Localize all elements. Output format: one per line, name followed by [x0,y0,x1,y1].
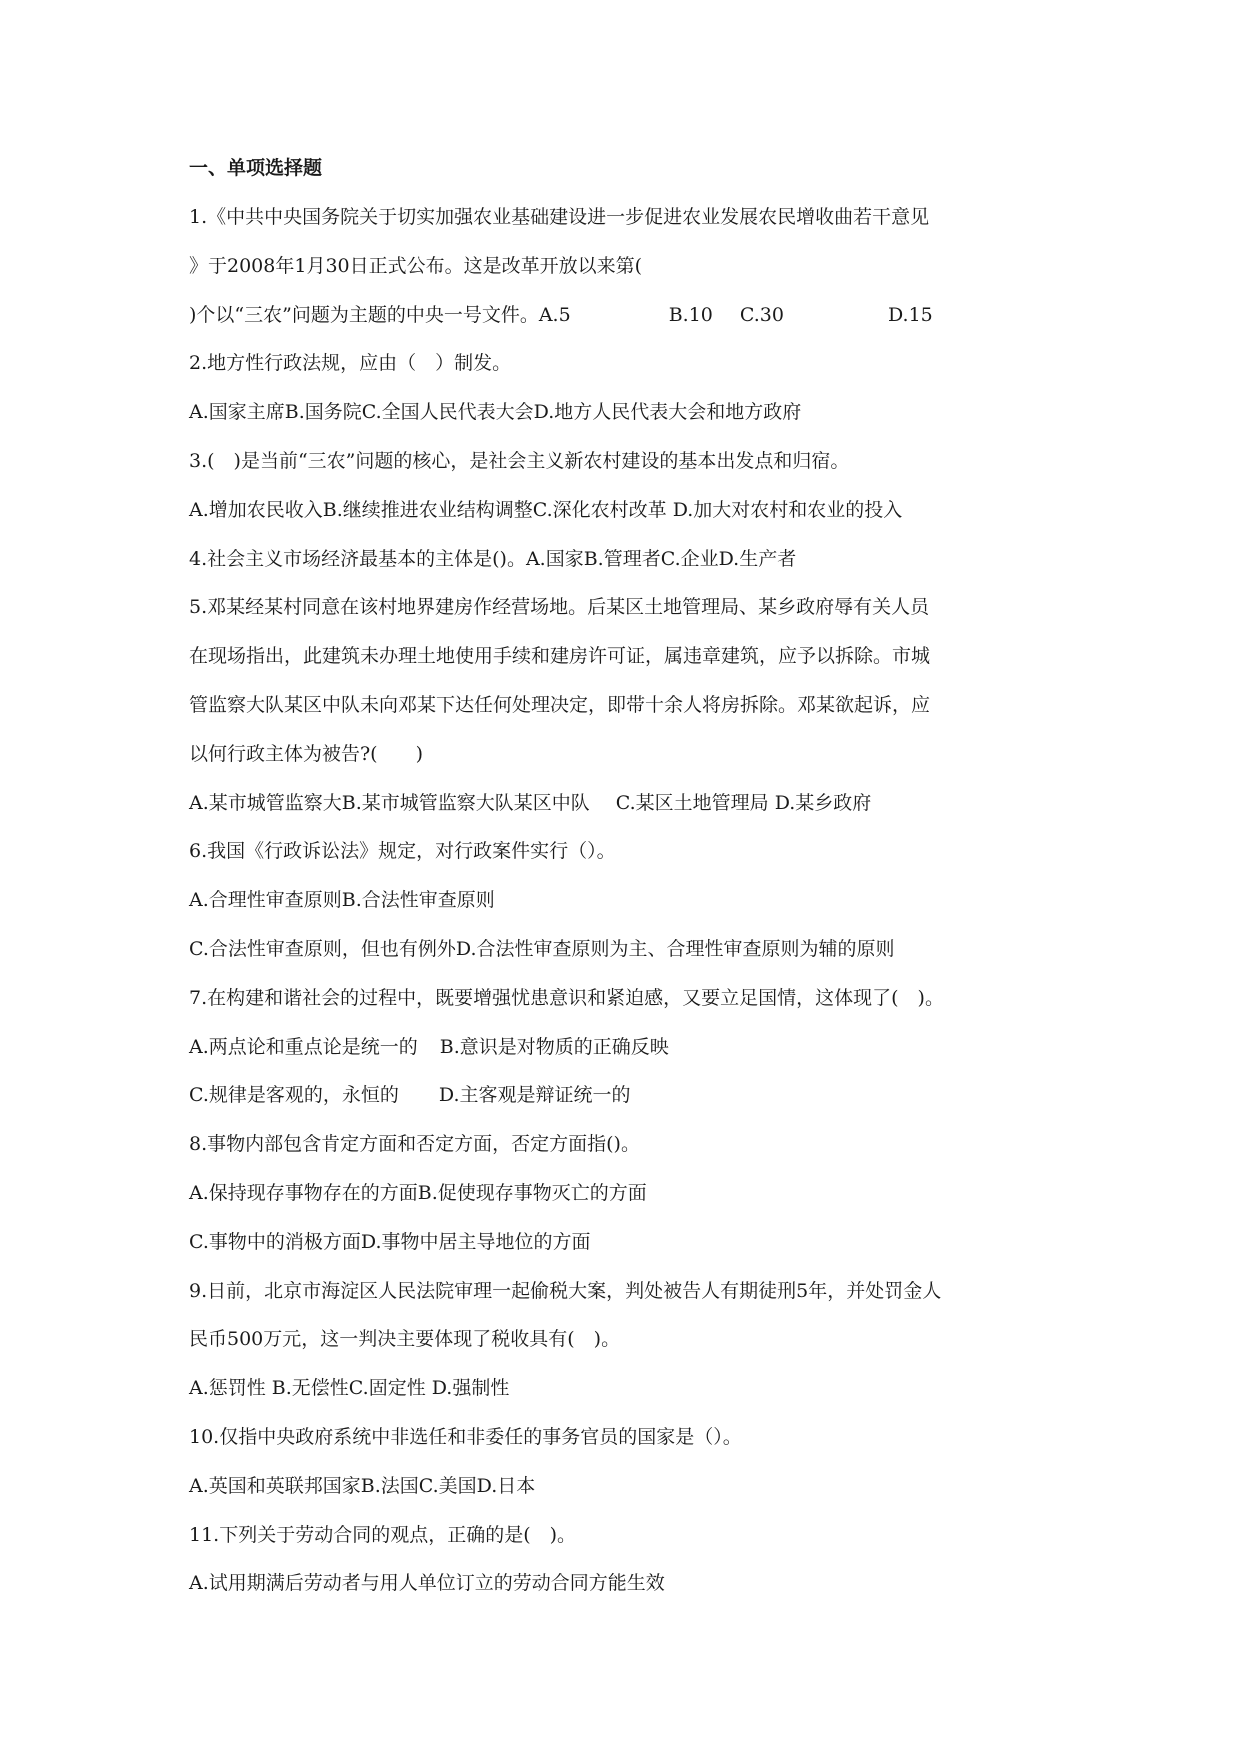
question-4-stem: 4.社会主义市场经济最基本的主体是()。A.国家B.管理者C.企业D.生产者 [189,547,797,570]
document-body [189,156,1069,1620]
question-5-line-3: 管监察大队某区中队未向邓某下达任何处理决定，即带十余人将房拆除。邓某欲起诉，应 [189,693,931,716]
question-6-options-1: A.合理性审查原则B.合法性审查原则 [189,889,495,912]
question-5-line-1: 5.邓某经某村同意在该村地界建房作经营场地。后某区土地管理局、某乡政府辱有关人员 [189,596,930,619]
question-1-line-2: 》于2008年1月30日正式公布。这是改革开放以来第( [189,254,643,277]
question-1-option-a: )个以“三农”问题为主题的中央一号文件。A.5 [189,303,571,326]
question-9-line-1: 9.日前，北京市海淀区人民法院审理一起偷税大案，判处被告人有期徒刑5年，并处罚金人 [189,1279,942,1302]
question-7-option-d: D.主客观是辩证统一的 [438,1084,631,1107]
question-3-options: A.增加农民收入B.继续推进农业结构调整C.深化农村改革 D.加大对农村和农业的投入 [189,498,903,521]
question-7-stem: 7.在构建和谐社会的过程中，既要增强忧患意识和紧迫感，又要立足国情，这体现了( )。 [189,986,944,1009]
question-2-stem: 2.地方性行政法规，应由（ ）制发。 [189,352,512,375]
question-10-options: A.英国和英联邦国家B.法国C.美国D.日本 [189,1474,536,1497]
question-5-line-4: 以何行政主体为被告?( ) [189,742,424,765]
question-11-option-a: A.试用期满后劳动者与用人单位订立的劳动合同方能生效 [189,1572,665,1595]
question-3-stem: 3.( )是当前“三农”问题的核心，是社会主义新农村建设的基本出发点和归宿。 [189,449,850,472]
question-6-stem: 6.我国《行政诉讼法》规定，对行政案件实行（）。 [189,840,616,863]
question-5-line-2: 在现场指出，此建筑未办理土地使用手续和建房许可证，属违章建筑，应予以拆除。市城 [189,645,931,668]
question-7-options-1 [189,1035,1069,1084]
question-1-option-c: C.30 [739,303,784,326]
question-7-option-a: A.两点论和重点论是统一的 [189,1035,418,1058]
question-6-options-2: C.合法性审查原则，但也有例外D.合法性审查原则为主、合理性审查原则为辅的原则 [189,937,895,960]
question-8-stem: 8.事物内部包含肯定方面和否定方面，否定方面指()。 [189,1133,640,1156]
question-1-option-d: D.15 [887,303,933,326]
question-11-stem: 11.下列关于劳动合同的观点，正确的是( )。 [189,1523,577,1546]
question-8-options-2: C.事物中的消极方面D.事物中居主导地位的方面 [189,1230,591,1253]
question-5-option-cd: C.某区土地管理局 D.某乡政府 [615,791,872,814]
question-9-line-2: 民币500万元，这一判决主要体现了税收具有( )。 [189,1328,621,1351]
question-5-options [189,791,1069,840]
question-7-option-c: C.规律是客观的，永恒的 [189,1084,399,1107]
question-2-options: A.国家主席B.国务院C.全国人民代表大会D.地方人民代表大会和地方政府 [189,401,802,424]
question-1-line-3 [189,303,1069,352]
question-1-line-1: 1.《中共中央国务院关于切实加强农业基础建设进一步促进农业发展农民增收曲若干意见 [189,206,930,228]
question-7-options-2 [189,1083,1069,1132]
section-title: 一、单项选择题 [189,157,323,179]
question-10-stem: 10.仅指中央政府系统中非选任和非委任的事务官员的国家是（）。 [189,1425,742,1448]
question-9-options: A.惩罚性 B.无偿性C.固定性 D.强制性 [189,1377,510,1400]
question-7-option-b: B.意识是对物质的正确反映 [439,1035,669,1058]
question-5-option-ab: A.某市城管监察大B.某市城管监察大队某区中队 [189,791,590,814]
question-1-option-b: B.10 [668,303,713,326]
question-8-options-1: A.保持现存事物存在的方面B.促使现存事物灭亡的方面 [189,1181,647,1204]
